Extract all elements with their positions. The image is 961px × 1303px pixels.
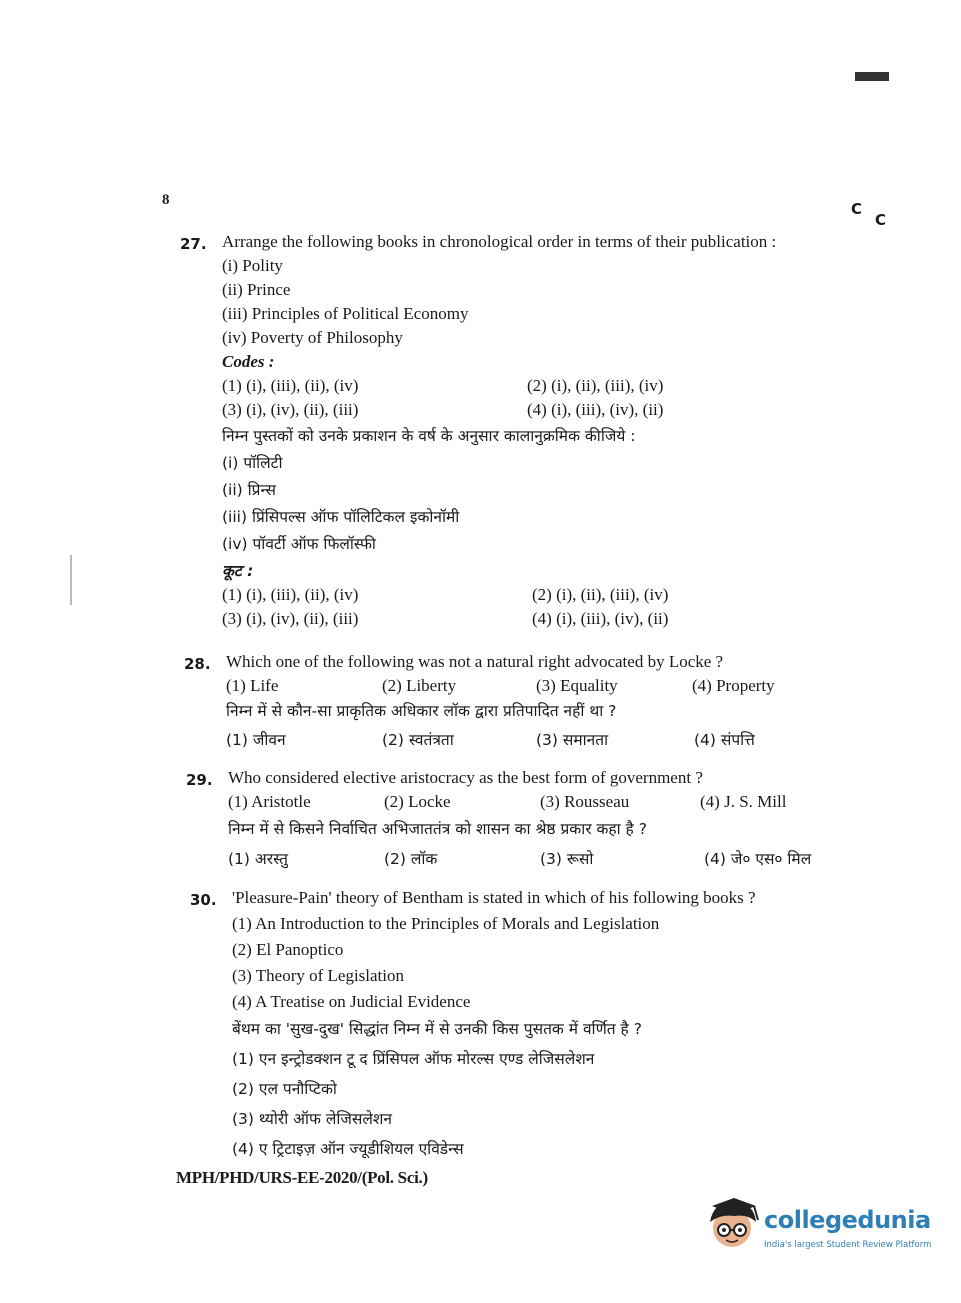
list-item: (ii) प्रिन्स [222,481,276,499]
option: (4) संपत्ति [694,731,755,749]
option: (4) Property [692,676,775,695]
question-text-en: Who considered elective aristocracy as the best form of government ? [228,768,703,787]
option: (1) Aristotle [228,792,311,811]
option: (1) अरस्तु [228,850,288,868]
codes-row [222,583,860,607]
option: (4) A Treatise on Judicial Evidence [232,992,471,1011]
option: (1) An Introduction to the Principles of Morals and Legislation [232,914,660,933]
codes-row [222,374,860,398]
option: (4) J. S. Mill [700,792,787,811]
exam-code: MPH/PHD/URS-EE-2020/(Pol. Sci.) [176,1168,428,1187]
question-text-hi: निम्न में से कौन-सा प्राकृतिक अधिकार लॉक द्वारा प्रतिपादित नहीं था ? [226,702,617,720]
option: (3) Theory of Legislation [232,966,405,985]
option: (2) स्वतंत्रता [382,731,454,749]
list-item: (iii) Principles of Political Economy [222,304,469,323]
option: (3) Rousseau [540,792,630,811]
code-option: (1) (i), (iii), (ii), (iv) [222,585,359,604]
question-text-en: 'Pleasure-Pain' theory of Bentham is stated in which of his following books ? [232,888,756,907]
series-mark: C [875,211,887,229]
options-row [226,674,860,698]
code-option: (2) (i), (ii), (iii), (iv) [527,376,664,395]
list-item: (iv) पॉवर्टी ऑफ फिलॉस्फी [222,535,376,553]
question-text-hi: निम्न पुस्तकों को उनके प्रकाशन के वर्ष के अनुसार कालानुक्रमिक कीजिये : [222,427,636,445]
scan-edge-line [70,555,72,605]
list-item: (i) Polity [222,256,283,275]
scan-mark [855,72,889,81]
option: (4) ए ट्रिटाइज़ ऑन ज्यूडीशियल एविडेन्स [232,1140,464,1158]
question-text-hi: बेंथम का 'सुख-दुख' सिद्धांत निम्न में से उनकी किस पुसतक में वर्णित है ? [232,1020,642,1038]
series-mark: C [851,200,863,218]
options-row [228,847,860,871]
code-option: (4) (i), (iii), (iv), (ii) [527,400,664,419]
option: (1) एन इन्ट्रोडक्शन टू द प्रिंसिपल ऑफ मोरल्स एण्ड लेजिसलेशन [232,1050,595,1068]
option: (2) एल पनौप्टिको [232,1080,337,1098]
option: (3) रूसो [540,850,594,868]
codes-row [222,398,860,422]
options-row [228,790,860,814]
question-text-en: Which one of the following was not a natural right advocated by Locke ? [226,652,724,671]
options-row [226,728,860,752]
code-option: (2) (i), (ii), (iii), (iv) [532,585,669,604]
list-item: (i) पॉलिटी [222,454,283,472]
question-text-hi: निम्न में से किसने निर्वाचित अभिजाततंत्र को शासन का श्रेष्ठ प्रकार कहा है ? [228,820,647,838]
question-text-en: Arrange the following books in chronological order in terms of their publication : [222,232,777,251]
question-number: 29. [186,771,213,789]
option: (3) थ्योरी ऑफ लेजिसलेशन [232,1110,393,1128]
option: (3) Equality [536,676,618,695]
page-number: 8 [162,192,170,208]
collegedunia-logo [702,1192,932,1272]
option: (2) Locke [384,792,451,811]
logo-name: collegedunia [764,1206,931,1234]
list-item: (ii) Prince [222,280,291,299]
question-number: 28. [184,655,211,673]
question-28 [180,650,860,752]
question-number: 30. [190,891,217,909]
codes-label: Codes : [222,352,275,371]
question-29 [180,766,860,871]
option: (1) जीवन [226,731,286,749]
code-option: (3) (i), (iv), (ii), (iii) [222,400,359,419]
option: (1) Life [226,676,279,695]
option: (2) El Panoptico [232,940,344,959]
code-option: (1) (i), (iii), (ii), (iv) [222,376,359,395]
option: (2) लॉक [384,850,438,868]
list-item: (iv) Poverty of Philosophy [222,328,403,347]
logo-tagline: India's largest Student Review Platform [764,1240,932,1250]
question-30 [180,886,860,1161]
list-item: (iii) प्रिंसिपल्स ऑफ पॉलिटिकल इकोनॉमी [222,508,460,526]
code-option: (3) (i), (iv), (ii), (iii) [222,609,359,628]
option: (4) जे० एस० मिल [704,850,812,868]
codes-label: कूट : [222,562,254,580]
question-27 [180,230,860,631]
codes-row [222,607,860,631]
mascot-icon [702,1194,762,1264]
option: (2) Liberty [382,676,457,695]
question-number: 27. [180,235,207,253]
option: (3) समानता [536,731,609,749]
code-option: (4) (i), (iii), (iv), (ii) [532,609,669,628]
